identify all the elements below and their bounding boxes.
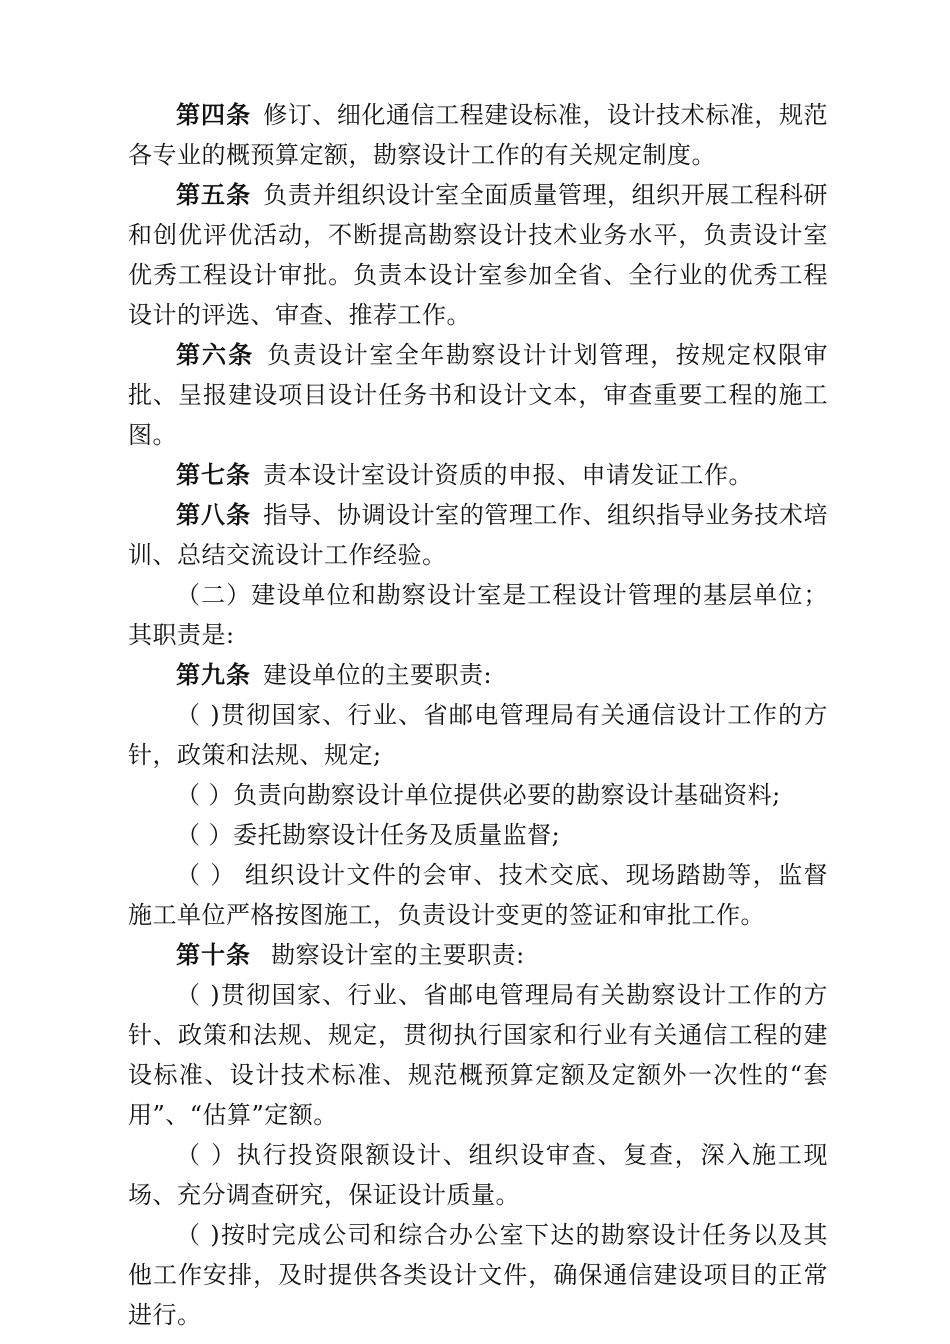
article-heading: 第八条: [176, 501, 252, 529]
article-heading: 第九条: [176, 661, 251, 689]
paragraph-article-9: [128, 655, 828, 695]
article-heading: 第五条: [176, 181, 252, 209]
paragraph-article-10: [128, 935, 828, 975]
paragraph-text: 指导、协调设计室的管理工作、组织指导业务技术培训、总结交流设计工作经验。: [128, 501, 829, 569]
document-body: [128, 95, 828, 1335]
paragraph-text: （ )贯彻国家、行业、省邮电管理局有关勘察设计工作的方针、政策和法规、规定，贯彻执行国家和行业有关通信工程的建设标准、设计技术标准、规范概预算定额及定额外一次性的“套用”、“估算”定额。: [128, 981, 828, 1129]
paragraph-text: （ ）负责向勘察设计单位提供必要的勘察设计基础资料;: [176, 781, 781, 809]
paragraph-item: [128, 1135, 828, 1215]
paragraph-section-2: [128, 575, 828, 655]
paragraph-item: [128, 815, 828, 855]
paragraph-text: 修订、细化通信工程建设标准，设计技术标准，规范各专业的概预算定额，勘察设计工作的有关规定制度。: [128, 101, 829, 169]
article-heading: 第七条: [176, 461, 251, 489]
paragraph-item: [128, 775, 828, 815]
paragraph-article-6: [128, 335, 828, 455]
paragraph-item: [128, 1215, 828, 1335]
article-heading: 第四条: [176, 101, 252, 129]
paragraph-text: 负责并组织设计室全面质量管理，组织开展工程科研和创优评优活动，不断提高勘察设计技术业务水平，负责设计室优秀工程设计审批。负责本设计室参加全省、全行业的优秀工程设计的评选、审查、推荐工作。: [128, 181, 829, 329]
paragraph-item: [128, 975, 828, 1135]
paragraph-text: （ ） 组织设计文件的会审、技术交底、现场踏勘等，监督施工单位严格按图施工，负责设计变更的签证和审批工作。: [128, 861, 828, 929]
article-heading: 第十条: [176, 941, 251, 969]
paragraph-text: （ ）执行投资限额设计、组织设审查、复查，深入施工现场、充分调查研究，保证设计质量。: [128, 1141, 828, 1209]
paragraph-text: 责本设计室设计资质的申报、申请发证工作。: [263, 461, 753, 489]
article-heading: 第六条: [176, 341, 255, 369]
paragraph-article-8: [128, 495, 828, 575]
paragraph-item: [128, 695, 828, 775]
paragraph-article-7: [128, 455, 828, 495]
paragraph-text: （ )按时完成公司和综合办公室下达的勘察设计任务以及其他工作安排，及时提供各类设计文件，确保通信建设项目的正常进行。: [128, 1221, 828, 1329]
paragraph-text: 负责设计室全年勘察设计计划管理，按规定权限审批、呈报建设项目设计任务书和设计文本，审查重要工程的施工图。: [128, 341, 829, 449]
paragraph-article-4: [128, 95, 828, 175]
paragraph-item: [128, 855, 828, 935]
paragraph-article-5: [128, 175, 828, 335]
paragraph-text: （ ）委托勘察设计任务及质量监督;: [176, 821, 561, 849]
paragraph-text: 建设单位的主要职责:: [263, 661, 493, 689]
paragraph-text: 勘察设计室的主要职责:: [263, 941, 525, 969]
paragraph-text: （二）建设单位和勘察设计室是工程设计管理的基层单位；其职责是:: [128, 581, 828, 649]
paragraph-text: （ )贯彻国家、行业、省邮电管理局有关通信设计工作的方针，政策和法规、规定;: [128, 701, 828, 769]
